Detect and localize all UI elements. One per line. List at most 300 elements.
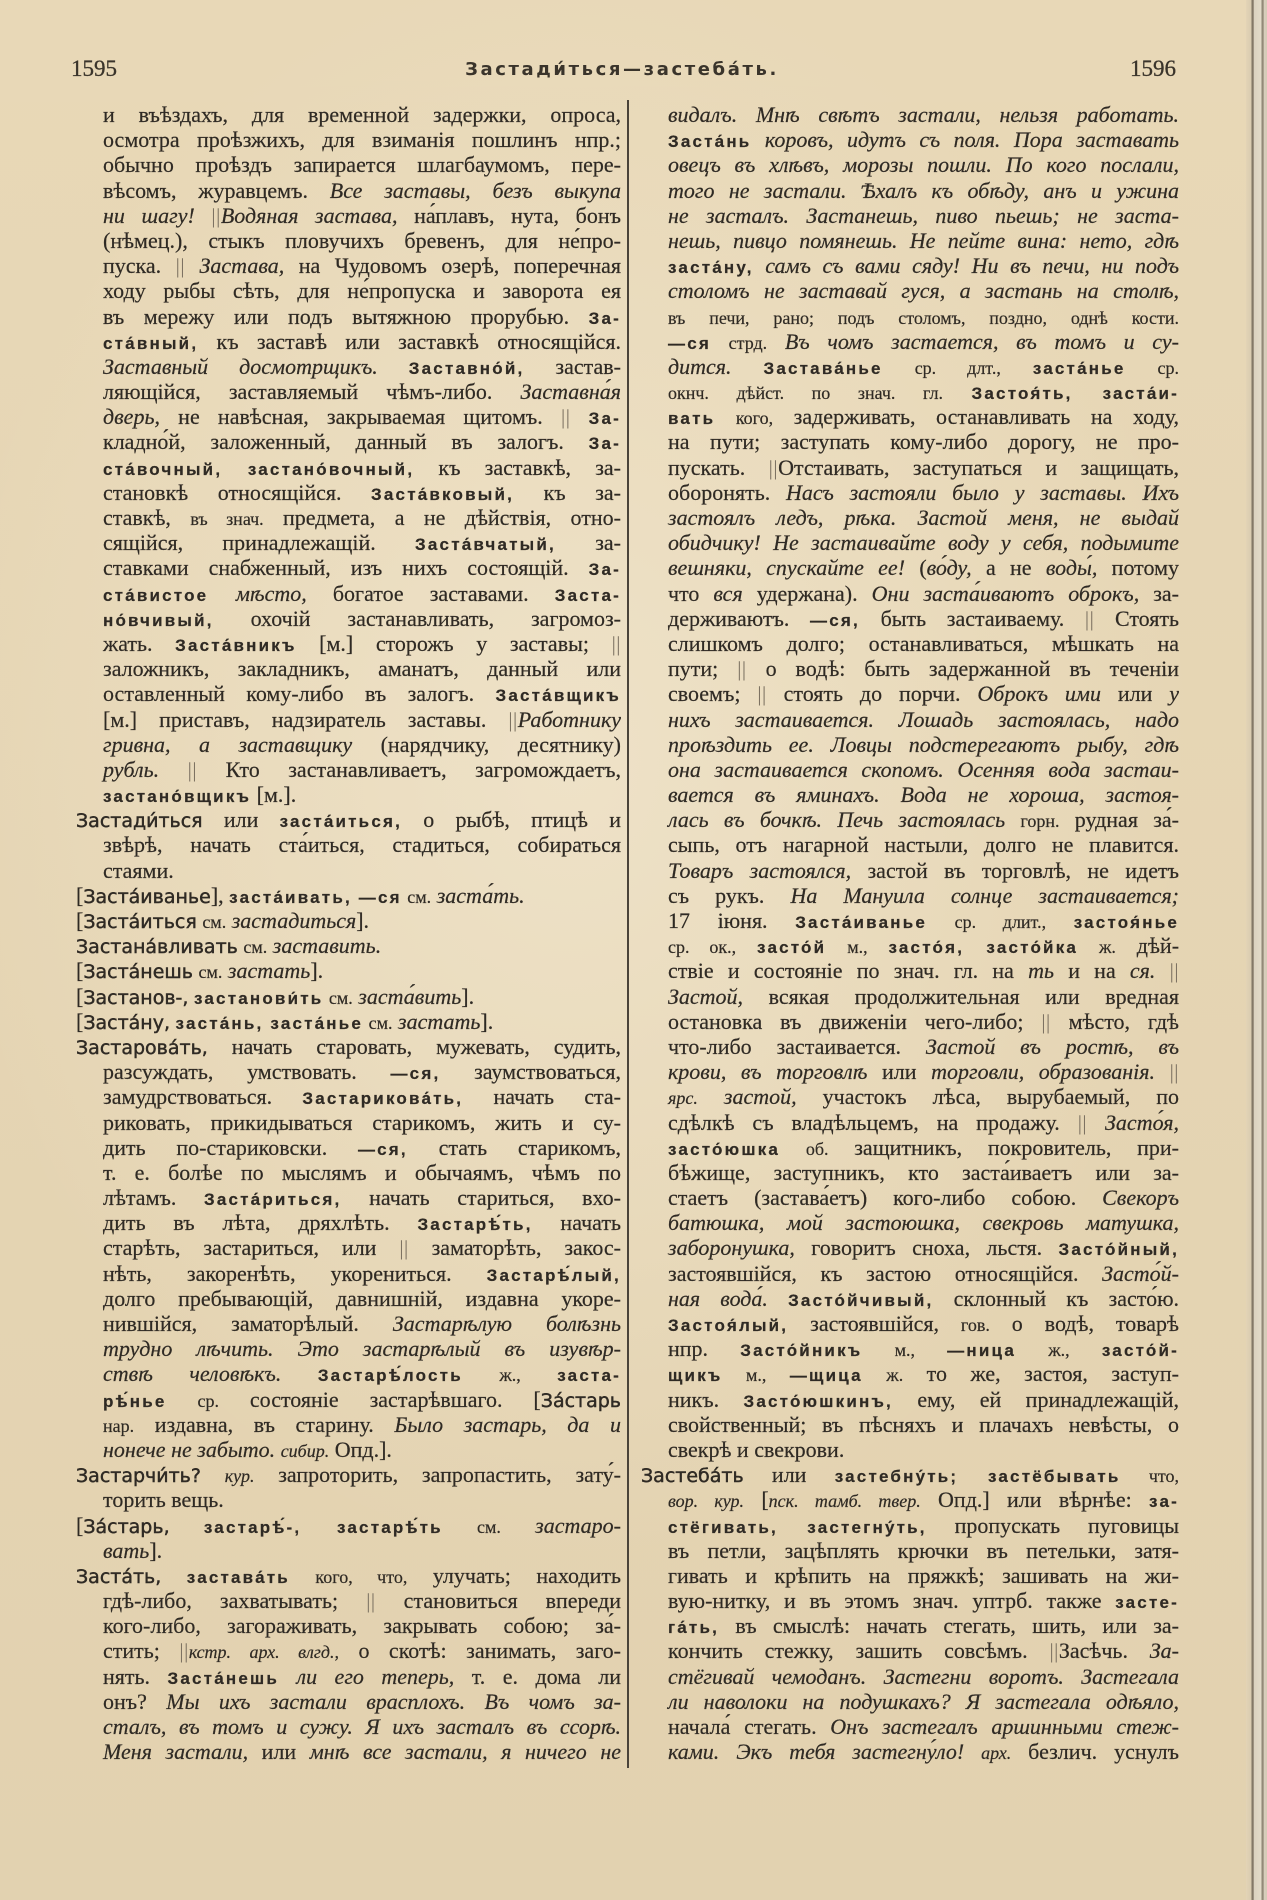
text-line [641, 228, 1179, 253]
text-run: [ [76, 983, 84, 1009]
derived-headword: —ся [668, 333, 711, 353]
text-run [915, 1336, 947, 1361]
text-run [185, 253, 199, 278]
text-run: мѣсто, гдѣ [1050, 1008, 1179, 1034]
text-run: въ петли, зацѣплять крючки въ петельки, затя- [668, 1537, 1179, 1563]
example-italic: трудно лѣчить. Это застарѣлый въ изувѣр- [103, 1336, 621, 1362]
dialect-label: кур. [224, 1466, 255, 1487]
grammar-abbreviation: об. [805, 1138, 829, 1159]
text-run: въ мережу или подъ вытяжною прорубью. [103, 303, 589, 329]
sense-separator: || [187, 757, 198, 782]
sense-separator: || [366, 1589, 376, 1614]
text-line [76, 1588, 621, 1613]
text-line [76, 253, 621, 278]
derived-headword: щикъ [668, 1366, 723, 1386]
text-line [641, 253, 1179, 278]
dialect-label: пск. тамб. твер. [768, 1491, 921, 1512]
text-line [641, 404, 1179, 429]
text-line [76, 1487, 621, 1512]
text-line [641, 1286, 1179, 1311]
example-italic: обидчику! Не застаивайте воду у себя, подымите [668, 530, 1179, 556]
entry-first-line [76, 1034, 621, 1059]
text-run [862, 1336, 894, 1361]
text-line [76, 581, 621, 606]
entry-first-line [76, 807, 621, 832]
text-line [641, 1034, 1179, 1059]
derived-headword: Застарикова́ть, [302, 1089, 464, 1109]
text-run [521, 1361, 557, 1386]
text-line [641, 1487, 1179, 1512]
text-run [1001, 354, 1033, 379]
text-run: стить; [103, 1638, 180, 1664]
derived-headword: Заста́риться, [204, 1190, 342, 1210]
derived-headword: Засто́йникъ [740, 1341, 863, 1361]
text-run: и въѣздахъ, для временной задержки, опроса, [103, 102, 621, 127]
grammar-abbreviation: въ печи, рано; подъ столомъ, поздно, однѣ кости. [668, 307, 1179, 328]
example-italic: вешняки, спускайте ее! [668, 555, 920, 581]
text-line [641, 429, 1179, 454]
text-line [76, 606, 621, 631]
grammar-abbreviation: см. [198, 962, 223, 983]
text-line [641, 1361, 1179, 1386]
text-run [201, 1462, 225, 1487]
text-run [767, 329, 785, 354]
text-line [76, 1311, 621, 1336]
text-line [641, 278, 1179, 303]
grammar-abbreviation: ср. ок., [668, 937, 737, 958]
derived-headword: застебну́ть; застёбывать [834, 1467, 1121, 1487]
example-italic: у [1169, 681, 1179, 707]
derived-headword: Застарѣ́лость [317, 1366, 463, 1386]
text-line [641, 1613, 1179, 1638]
text-line [76, 631, 621, 656]
text-run: ходу рыбы сѣть, для не́пропуска и заворота ея [103, 278, 621, 304]
derived-headword: За- [588, 409, 621, 429]
derived-headword: застанови́ть [193, 988, 324, 1008]
grammar-abbreviation: стрд. [728, 332, 768, 353]
text-run: или [248, 1739, 310, 1765]
derived-headword: Засто́юшкинъ, [743, 1391, 893, 1411]
example-italic: Они заста́иваютъ оброкъ, [871, 580, 1140, 606]
text-line [641, 832, 1179, 857]
example-italic: заставить. [272, 933, 382, 959]
example-italic: Товаръ застоялся, [668, 857, 852, 883]
derived-headword: Заста́вникъ [175, 635, 297, 655]
text-run: за- [1139, 580, 1179, 606]
entry-headword: Застеба́ть [641, 1465, 744, 1488]
text-run: участокъ лѣса, вырубаемый, по [796, 1084, 1179, 1110]
entry-headword: Застанов-, [83, 986, 189, 1009]
derived-headword: застано́вщикъ [103, 787, 252, 807]
text-line [641, 732, 1179, 757]
entry-first-line [76, 908, 621, 933]
grammar-abbreviation: нар. [103, 1415, 135, 1436]
example-italic: вать [103, 1537, 150, 1563]
text-run: сящійся, принадлежащій. [103, 530, 416, 556]
text-run: стаетъ (застава́етъ) кого-либо собою. [668, 1185, 1103, 1211]
text-run: обычно проѣздъ запирается шлагбаумомъ, пере- [103, 152, 621, 178]
entry-headword: Заста́ну, [83, 1011, 171, 1034]
text-run: на́плавъ, нута, бонъ [397, 202, 621, 228]
example-italic: лась въ бочкѣ. Печь застоялась [668, 807, 1021, 833]
text-line [76, 329, 621, 354]
text-run: пуска. [103, 253, 176, 279]
grammar-abbreviation: ср. [197, 1390, 219, 1411]
example-italic: нонече не забыто. [103, 1436, 281, 1462]
text-run [570, 404, 588, 429]
derived-headword: засто́юшка [668, 1139, 781, 1159]
text-run: 17 іюня. [668, 908, 796, 933]
text-line [76, 1538, 621, 1563]
text-line [641, 555, 1179, 580]
entry-headword: Заста́иванье [83, 885, 211, 908]
text-line [76, 455, 621, 480]
example-italic: Насъ застояли было у заставы. Ихъ [786, 479, 1179, 505]
text-line [76, 757, 621, 782]
text-run: старѣть, застариться, или [103, 1235, 400, 1261]
sense-separator: || [508, 707, 518, 732]
text-line [641, 1235, 1179, 1260]
text-run: [ [76, 1512, 84, 1538]
derived-headword: Заставно́й, [408, 358, 525, 378]
text-line [76, 832, 621, 857]
text-line [641, 1110, 1179, 1135]
derived-headword: рѣ́нье [103, 1391, 167, 1411]
text-run: или [202, 807, 280, 833]
sense-separator: || [1041, 1009, 1051, 1034]
derived-headword: ста́вочный, застано́вочный, [103, 459, 415, 479]
text-run [768, 1286, 788, 1311]
example-italic: Застой, [668, 983, 744, 1009]
text-line [76, 429, 621, 454]
text-run: (нѣмец.), стыкъ пловучихъ бревенъ, для не́про- [103, 227, 621, 253]
example-italic: дится. [668, 353, 764, 379]
text-run [964, 1739, 981, 1764]
example-italic: Онъ застегалъ аршинными стеж- [830, 1714, 1179, 1739]
grammar-abbreviation: горн. [1020, 811, 1060, 832]
text-run: застоявшійся, [788, 1311, 961, 1336]
text-run: [м.] приставъ, надзиратель заставы. [103, 706, 509, 732]
text-run: или [867, 1059, 932, 1085]
running-title: Застади́ться—застеба́ть. [465, 59, 779, 80]
example-italic: Въ чомъ застается, въ томъ и су- [784, 328, 1179, 354]
grammar-abbreviation: кого, [735, 408, 774, 429]
text-run: заумствоваться, [440, 1059, 621, 1085]
text-line [641, 354, 1179, 379]
text-run: своемъ; [668, 681, 758, 707]
text-run: состояніе застарѣвшаго. [ [218, 1386, 541, 1412]
text-run: то же, застоя, заступ- [903, 1361, 1179, 1387]
text-line [76, 1613, 621, 1638]
text-run: съ рукъ. [668, 882, 791, 908]
entry-first-line [76, 958, 621, 983]
text-line [76, 1084, 621, 1109]
text-run [167, 1387, 198, 1412]
derived-headword: —ница [947, 1341, 1017, 1361]
text-run: ему, ей принадлежащій, [892, 1386, 1179, 1412]
column-divider [627, 100, 629, 1768]
text-run: о скотѣ: занимать, заго- [338, 1638, 621, 1664]
text-run: что [668, 580, 714, 606]
text-run: а не [971, 555, 1046, 581]
text-run: т. е. дома ли [454, 1663, 621, 1689]
text-run: начать [532, 1210, 621, 1236]
page-binding-edge [1246, 0, 1267, 1900]
text-run: застав- [524, 353, 621, 379]
text-run: говоритъ сноха, льстя. [794, 1235, 1059, 1261]
text-run: ]. [310, 958, 324, 984]
example-italic: Застава, [199, 253, 285, 279]
text-line [641, 379, 1179, 404]
text-line [641, 455, 1179, 480]
text-run: ], [210, 882, 230, 908]
example-italic: Водяная застава, [220, 202, 398, 228]
derived-headword: Заста́нь [668, 132, 752, 152]
text-run: удержана). [742, 580, 872, 606]
text-run [868, 933, 889, 958]
text-line [76, 278, 621, 303]
text-run: слишкомъ долго; останавливаться, мѣшкать на [668, 630, 1179, 656]
text-run: о водѣ: быть задержанной въ теченіи [746, 656, 1179, 682]
entry-first-line [76, 1563, 621, 1588]
example-italic: того не застали. Ѣхалъ къ обѣду, анъ и ужина [668, 177, 1179, 203]
example-italic: Работнику [517, 706, 621, 732]
text-run: къ за- [514, 479, 621, 505]
text-run [943, 379, 972, 404]
derived-headword: засте- [1115, 1593, 1179, 1613]
derived-headword: Засто́йный, [1058, 1240, 1179, 1260]
grammar-abbreviation: гов. [960, 1315, 990, 1335]
derived-headword: Заста́иванье [795, 913, 928, 932]
text-run [927, 908, 955, 933]
text-run [863, 1361, 886, 1386]
text-run: торить вещь. [103, 1487, 224, 1513]
text-run: ( [919, 555, 927, 581]
text-run: пускать. [668, 454, 769, 480]
example-italic: застать [227, 958, 311, 984]
example-italic: батюшка, мой застоюшка, свекровь матушка, [668, 1210, 1179, 1236]
example-italic: крови, въ торговлѣ [668, 1059, 868, 1085]
text-line [76, 1059, 621, 1084]
page-number-right: 1596 [1130, 56, 1176, 81]
example-italic: За- [1149, 1638, 1179, 1664]
derived-headword: —ся, [390, 1064, 441, 1084]
text-line [641, 1210, 1179, 1235]
text-line [76, 152, 621, 177]
derived-headword: —щица [789, 1366, 863, 1386]
text-run: гивать и крѣпить на пряжкѣ; зашивать на жи- [668, 1562, 1179, 1588]
text-line [641, 984, 1179, 1009]
text-line [76, 1160, 621, 1185]
sense-separator: || [757, 682, 767, 707]
text-run: богатое заставами. [306, 580, 555, 606]
text-run: разсуждать, умствовать. [103, 1059, 391, 1085]
example-italic: Мы ихъ застали врасплохъ. Въ чомъ за- [166, 1688, 621, 1714]
text-run: нѣть, закоренѣть, укорениться. [103, 1260, 487, 1286]
text-run: пути; [668, 656, 738, 682]
text-line [76, 1714, 621, 1739]
text-run: потому [1097, 555, 1179, 581]
text-line [641, 102, 1179, 127]
text-run [1078, 933, 1099, 958]
grammar-abbreviation: м., [847, 937, 868, 958]
example-italic: Заставный досмотрщикъ. [103, 353, 409, 379]
example-italic: торговли, образованія. [931, 1059, 1155, 1085]
text-line [76, 1664, 621, 1689]
grammar-abbreviation: ж. [1098, 937, 1116, 958]
text-run: начать стариться, вхо- [341, 1185, 621, 1211]
text-line [76, 1261, 621, 1286]
example-italic: мнѣ все застали, я ничего не [309, 1739, 621, 1765]
text-run: застоявшійся, къ застою относящійся. [668, 1260, 1103, 1286]
text-run: къ заставѣ или заставкѣ относящійся. [198, 328, 621, 354]
text-run [698, 1084, 724, 1109]
text-line [641, 807, 1179, 832]
text-line [641, 1261, 1179, 1286]
grammar-abbreviation: см. [407, 886, 432, 907]
example-italic: застоялъ ледъ, рѣка. Застой меня, не выдай [668, 505, 1179, 530]
text-run [754, 253, 766, 278]
text-line [641, 1689, 1179, 1714]
grammar-abbreviation: ср. длит., [954, 912, 1047, 932]
derived-headword: Застоя́ть, заста́и- [971, 384, 1179, 404]
text-run: задерживать, останавливать на ходу, [773, 404, 1179, 430]
text-run: дѣй- [1115, 933, 1179, 959]
text-line [641, 656, 1179, 681]
sense-separator: || [611, 631, 621, 656]
grammar-abbreviation: ж., [1048, 1340, 1070, 1361]
derived-headword: заста́нье [1032, 358, 1126, 378]
derived-headword: Застоя́лый, [668, 1316, 789, 1335]
text-run: заматорѣть, закос- [408, 1235, 621, 1261]
text-run: въ смыслѣ: начать стегать, шить, или за- [719, 1613, 1179, 1639]
grammar-abbreviation: ср. [1157, 357, 1179, 378]
entry-headword: Заста́иться [83, 911, 197, 933]
text-run: всякая продолжительная или вредная [743, 983, 1179, 1009]
text-line [76, 1689, 621, 1714]
text-line [641, 480, 1179, 505]
text-run [1155, 958, 1169, 983]
derived-headword: —ся, [810, 610, 860, 630]
text-run: бѣжище, заступникъ, кто заста́иваетъ или за- [668, 1159, 1179, 1185]
text-line [76, 681, 621, 706]
text-line [641, 933, 1179, 958]
text-line [76, 1387, 621, 1412]
dialect-label: ярс. [668, 1088, 698, 1109]
example-italic: Оброкъ ими [977, 681, 1101, 707]
text-line [641, 1311, 1179, 1336]
text-line [641, 681, 1179, 706]
derived-headword: за- [1149, 1492, 1179, 1512]
text-run [1016, 1336, 1048, 1361]
text-line [76, 1235, 621, 1260]
text-line [76, 480, 621, 505]
text-run: о рыбѣ, птицѣ и [402, 807, 621, 833]
example-italic: застаро- [535, 1512, 621, 1538]
text-line [76, 1361, 621, 1386]
text-run: начать ста- [463, 1084, 621, 1110]
entry-first-line [76, 1462, 621, 1487]
text-run [279, 1664, 296, 1689]
derived-headword: Застарѣ́лый, [486, 1265, 621, 1285]
text-run: [ [744, 1487, 769, 1513]
text-line [641, 1437, 1179, 1462]
text-run: издавна, въ старину. [134, 1411, 395, 1437]
text-line [641, 858, 1179, 883]
text-run: держиваютъ. [668, 605, 811, 631]
text-line [641, 1638, 1179, 1663]
sense-separator: || [179, 1639, 189, 1664]
text-line [76, 1210, 621, 1235]
text-line [76, 1638, 621, 1663]
text-run: охочій застанавливать, загромоз- [213, 605, 621, 631]
grammar-abbreviation: см. [477, 1516, 501, 1537]
text-line [76, 732, 621, 757]
derived-headword: Застава́нье [763, 358, 883, 378]
example-italic: заста́вить [358, 983, 462, 1009]
text-line [76, 530, 621, 555]
text-run: начать старовать, мужевать, судить, [207, 1033, 621, 1059]
text-run: быть застаиваему. [859, 605, 1085, 631]
entry-first-line [76, 1513, 621, 1538]
text-run: ]. [461, 983, 475, 1009]
text-run: жать. [103, 630, 176, 656]
text-run: дить въ лѣта, дряхлѣть. [103, 1210, 418, 1236]
text-run: осмотра проѣзжихъ, для взиманія пошлинъ нпр.; [103, 127, 621, 153]
text-line [641, 1412, 1179, 1437]
text-run: на Чудовомъ озерѣ, поперечная [284, 253, 621, 279]
text-run: [м.]. [251, 782, 297, 808]
example-italic: Засто́й- [1102, 1260, 1179, 1286]
text-run [443, 1513, 477, 1538]
text-run: становкѣ относящійся. [103, 479, 372, 505]
text-run: гдѣ-либо, захватывать; [103, 1588, 367, 1614]
entry-headword: Застана́вливать [76, 936, 238, 959]
text-line [76, 102, 621, 127]
derived-headword: За- [588, 434, 621, 454]
text-run: ставками снабженный, изъ нихъ состоящій. [103, 555, 589, 581]
left-column [76, 102, 621, 1764]
text-line [76, 304, 621, 329]
entry-headword: Застарчи́ть? [76, 1465, 201, 1488]
derived-headword: Застарѣ́ть, [417, 1215, 533, 1235]
text-line [76, 354, 621, 379]
text-run [501, 1513, 535, 1538]
example-italic: ствѣ человѣкъ. [103, 1361, 318, 1387]
derived-headword: Заста́вчатый, [415, 535, 556, 555]
text-line [641, 1714, 1179, 1739]
grammar-abbreviation: м., [745, 1365, 767, 1386]
grammar-abbreviation: м., [894, 1340, 915, 1361]
sense-separator: || [399, 1236, 409, 1261]
text-run: звѣрѣ, начать ста́иться, стадиться, собираться [103, 832, 621, 858]
derived-headword: засто́я, засто́йка [888, 938, 1079, 958]
example-italic: воды́, [1045, 555, 1098, 581]
text-run: на пути; заступать кому-либо дорогу, не про- [668, 429, 1179, 455]
text-run: нять. [103, 1663, 168, 1689]
text-run: вѣсомъ, журавцемъ. [103, 177, 330, 203]
text-line [641, 203, 1179, 228]
derived-headword: заста- [557, 1366, 621, 1386]
text-run: ]. [480, 1008, 494, 1034]
text-run [1087, 1110, 1105, 1135]
example-italic: видалъ. Мнѣ свѣтъ застали, нельзя работать. [668, 102, 1179, 127]
text-run: Засѣчь. [1058, 1638, 1150, 1664]
example-italic: заборонушка, [668, 1235, 795, 1261]
text-run [1046, 908, 1074, 933]
text-line [76, 1135, 621, 1160]
text-run: за- [555, 530, 621, 556]
